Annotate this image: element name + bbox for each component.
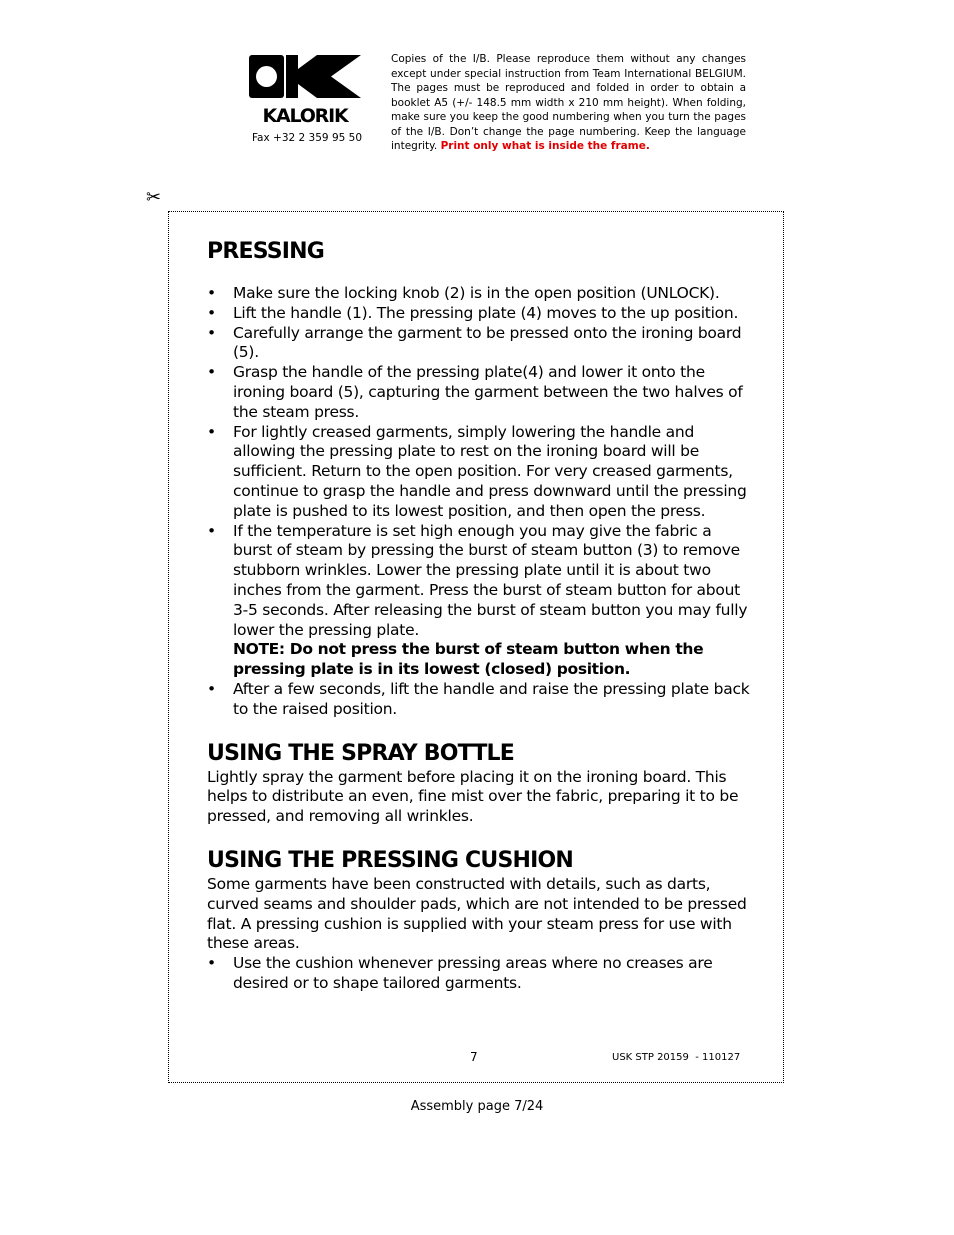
print-frame-emphasis-end: . [645,140,650,152]
copy-instructions [391,52,746,154]
section-title-pressing: PRESSING [207,239,325,264]
bullet-icon: • [207,303,216,322]
instructions-content [207,238,753,994]
bullet-icon: • [207,323,216,342]
pressing-cushion-text: Some garments have been constructed with details, such as darts, curved seams and shoulder pads, which are not intended to be pressed flat. A pressing cushion is supplied with your steam press for use with these areas. [207,874,747,953]
kalorik-logo [249,55,361,125]
bullet-icon: • [207,363,216,382]
section-title-pressing-cushion: USING THE PRESSING CUSHION [207,847,574,873]
list-item [207,423,753,522]
bullet-icon: • [207,521,216,540]
steam-button-note: NOTE: Do not press the burst of steam button when the pressing plate is in its lowest (closed) position. [233,640,704,679]
logo-wordmark: KALORIK [262,105,348,125]
list-item [207,304,753,324]
list-item [207,363,753,422]
assembly-page-label: Assembly page 7/24 [410,1099,544,1114]
section-title-spray-bottle: USING THE SPRAY BOTTLE [207,740,514,766]
print-frame-emphasis: Print only what is inside the frame [440,140,646,152]
bullet-icon: • [207,954,216,973]
bullet-icon: • [207,284,216,302]
page-number: 7 [470,1050,478,1064]
spray-bottle-text: Lightly spray the garment before placing it on the ironing board. This helps to distribute an even, fine mist over the fabric, preparing it to be pressed, and removing all wrinkles. [207,767,739,826]
scissors-icon: ✂ [146,187,162,208]
list-item-text: Lift the handle (1). The pressing plate (4) moves to the up position. [233,303,739,322]
list-item [207,284,753,304]
list-item-text: Make sure the locking knob (2) is in the open position (UNLOCK). [233,284,720,302]
list-item [207,324,753,364]
list-item-text: Grasp the handle of the pressing plate(4) and lower it onto the ironing board (5), capturing the garment between the two halves of the steam press. [233,363,743,421]
list-item-text: Carefully arrange the garment to be pressed onto the ironing board (5). [233,323,742,362]
bullet-icon: • [207,422,216,441]
fax-number: Fax +32 2 359 95 50 [251,132,362,144]
document-code: USK STP 20159 - 110127 [612,1052,741,1063]
list-item [207,954,753,994]
pressing-cushion-list [207,954,753,994]
list-item-text: If the temperature is set high enough you may give the fabric a burst of steam by pressing the burst of steam button (3) to remove stubborn wrinkles. Lower the pressing plate until it is about two inches from the garment. Press the burst of steam button for about 3-5 seconds. After releasing the burst of steam button you may fully lower the pressing plate. [233,521,748,639]
bullet-icon: • [207,679,216,698]
list-item-text: Use the cushion whenever pressing areas where no creases are desired or to shape tailored garments. [233,954,713,992]
list-item [207,680,753,720]
list-item [207,522,753,680]
list-item-text: After a few seconds, lift the handle and raise the pressing plate back to the raised position. [233,679,750,718]
list-item-text: For lightly creased garments, simply lowering the handle and allowing the pressing plate to rest on the ironing board will be sufficient. Return to the open position. For very creased garments, continue to grasp the handle and press downward until the pressing plate is pushed to its lowest position, and then open the press. [233,422,747,520]
pressing-steps-list [207,284,753,720]
copy-instructions-text: Copies of the I/B. Please reproduce them without any changes except under special instruction from Team International BELGIUM. The pages must be reproduced and folded in order to obtain a booklet A5 (+/- 148.5 mm width x 210 mm height). When folding, make sure you keep the good numbering when you turn the pages of the I/B. Don’t change the page numbering. Keep the language integrity. [391,53,746,152]
